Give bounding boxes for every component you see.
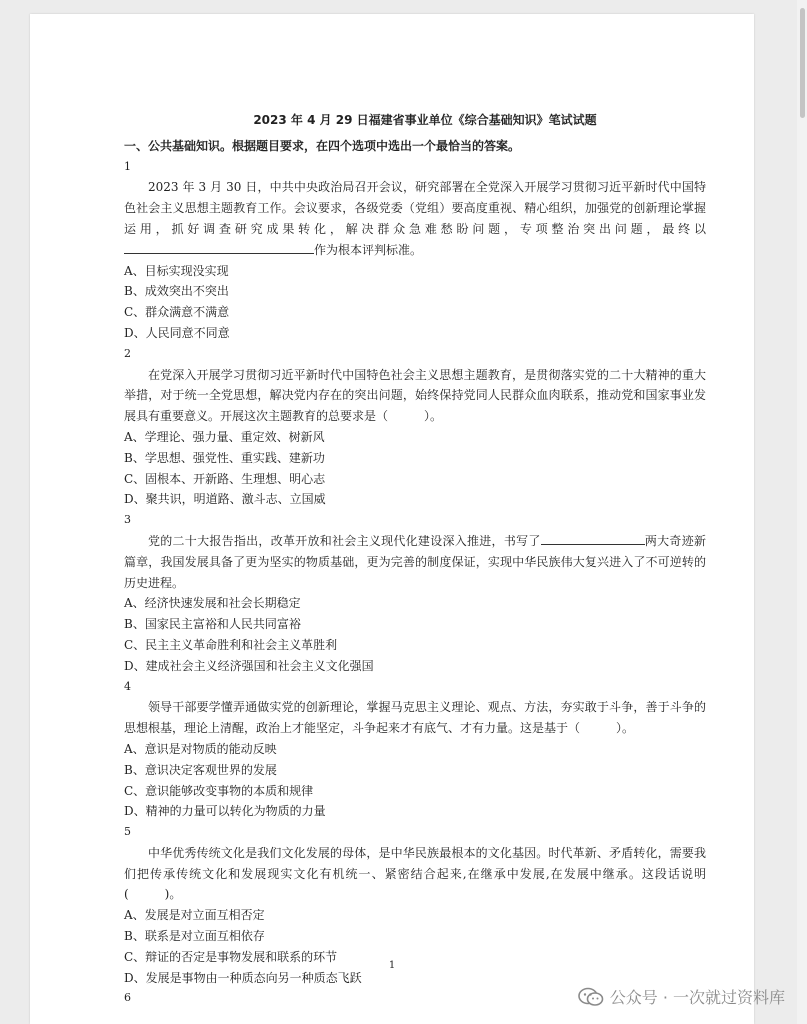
watermark-text: 公众号 · 一次就过资料库 <box>609 988 785 1007</box>
question-number: 3 <box>124 513 131 527</box>
option: A、目标实现没实现 <box>124 263 229 278</box>
question-number: 6 <box>124 991 131 1005</box>
question-stem: 中华优秀传统文化是我们文化发展的母体，是中华民族最根本的文化基因。时代革新、矛盾转化，需要我们把传承传统文化和发展现实文化有机统一、紧密结合起来,在继承中发展,在发展中继承。这段话说明( )。 <box>124 845 706 902</box>
option: D、精神的力量可以转化为物质的力量 <box>124 804 326 819</box>
option: C、意识能够改变事物的本质和规律 <box>124 783 314 798</box>
option: C、辩证的否定是事物发展和联系的环节 <box>124 949 338 964</box>
scrollbar-thumb[interactable] <box>800 8 805 118</box>
option: A、意识是对物质的能动反映 <box>124 741 277 756</box>
document-title: 2023 年 4 月 29 日福建省事业单位《综合基础知识》笔试试题 <box>253 113 597 127</box>
question-number: 5 <box>124 825 131 839</box>
document-content <box>124 110 706 1009</box>
watermark <box>578 985 785 1008</box>
answer-blank <box>124 241 314 254</box>
question-number: 2 <box>124 346 131 360</box>
document-page <box>30 14 754 1024</box>
question-number: 4 <box>124 679 131 693</box>
option: C、民主主义革命胜利和社会主义革胜利 <box>124 637 338 652</box>
option: D、人民同意不同意 <box>124 325 230 340</box>
option: D、发展是事物由一种质态向另一种质态飞跃 <box>124 970 362 985</box>
page-number: 1 <box>388 960 396 971</box>
option: D、建成社会主义经济强国和社会主义文化强国 <box>124 658 374 673</box>
question-stem: 2023 年 3 月 30 日，中共中央政治局召开会议，研究部署在全党深入开展学习贯彻习近平新时代中国特色社会主义思想主题教育工作。会议要求，各级党委（党组）要高度重视、精心组织，加强党的创新理论掌握运用，抓好调查研究成果转化，解决群众急难愁盼问题，专项整治突出问题，最终以作为根本评判标准。 <box>124 180 706 257</box>
question-1 <box>124 157 706 344</box>
question-stem: 领导干部要学懂弄通做实党的创新理论，掌握马克思主义理论、观点、方法，夯实敢于斗争，善于斗争的思想根基，理论上清醒，政治上才能坚定，斗争起来才有底气、才有力量。这是基于（ ）。 <box>124 700 706 736</box>
option: C、群众满意不满意 <box>124 305 230 320</box>
section-heading: 一、公共基础知识。根据题目要求，在四个选项中选出一个最恰当的答案。 <box>124 138 521 153</box>
option: D、聚共识，明道路、激斗志、立国威 <box>124 492 326 507</box>
option: C、固根本、开新路、生理想、明心志 <box>124 471 326 486</box>
option: B、意识决定客观世界的发展 <box>124 762 277 777</box>
option: B、联系是对立面互相依存 <box>124 929 265 944</box>
question-stem: 在党深入开展学习贯彻习近平新时代中国特色社会主义思想主题教育，是贯彻落实党的二十大精神的重大举措，对于统一全党思想，解决党内存在的突出问题，始终保持党同人民群众血肉联系，推动党和国家事业发展具有重要意义。开展这次主题教育的总要求是（ ）。 <box>124 367 706 424</box>
wechat-icon <box>578 987 604 1007</box>
question-3 <box>124 510 706 676</box>
question-number: 1 <box>124 159 131 173</box>
question-2 <box>124 344 706 510</box>
option: B、学思想、强党性、重实践、建新功 <box>124 450 325 465</box>
option: B、国家民主富裕和人民共同富裕 <box>124 617 301 632</box>
question-stem: 党的二十大报告指出，改革开放和社会主义现代化建设深入推进，书写了 两大奇迹新篇章，我国发展具备了更为坚实的物质基础，更为完善的制度保证，实现中华民族伟大复兴进入了不可逆转的历史进程。 <box>124 533 706 590</box>
answer-blank <box>541 532 645 545</box>
option: A、经济快速发展和社会长期稳定 <box>124 596 301 611</box>
option: B、成效突出不突出 <box>124 284 229 299</box>
option: A、发展是对立面互相否定 <box>124 908 265 923</box>
option: A、学理论、强力量、重定效、树新风 <box>124 429 325 444</box>
question-4 <box>124 677 706 823</box>
vertical-scrollbar[interactable] <box>797 0 807 1024</box>
